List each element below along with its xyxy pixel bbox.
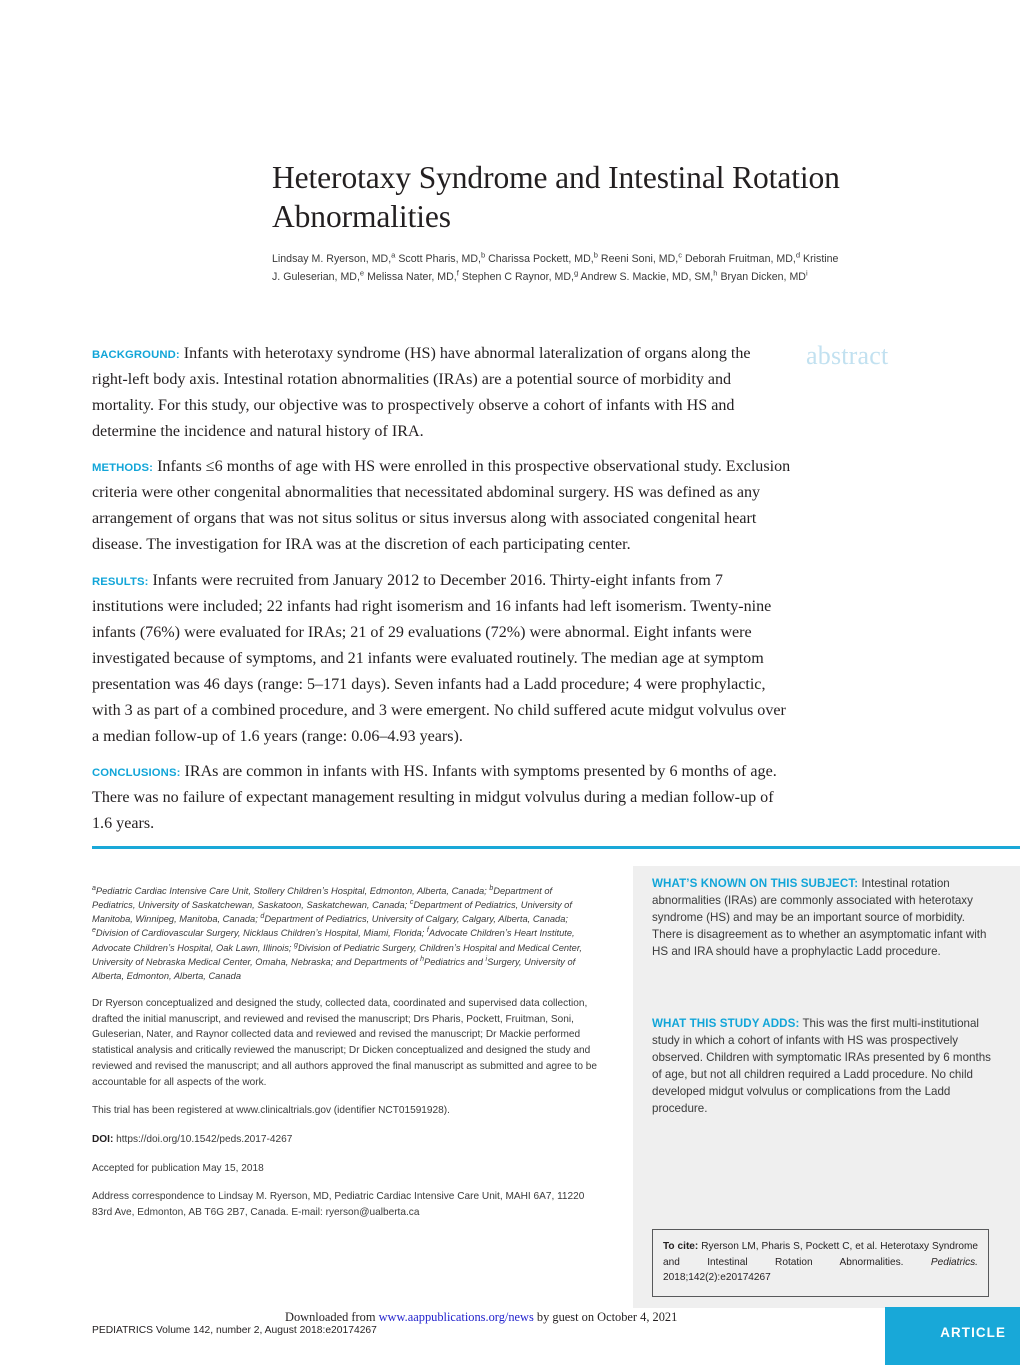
abstract-paragraph-results [92, 568, 792, 750]
author-contributions: Dr Ryerson conceptualized and designed the study, collected data, coordinated and supervised data collection, drafted the initial manuscript, and reviewed and revised the manuscript; Drs Pharis, Pockett, Fruitman, Soni, Guleserian, Nater, and Raynor collected data and reviewed and revised the manuscript; Dr Mackie performed statistical analysis and critically reviewed the manuscript; Dr Dicken conceptualized and designed the study and reviewed and revised the manuscript; and all authors approved the final manuscript as submitted and agree to be accountable for all aspects of the work. [92, 997, 597, 1088]
abstract-text-methods: Infants ≤6 months of age with HS were enrolled in this prospective observational study. Exclusion criteria were other congenital abnormalities that necessitated abdominal surgery. HS was defined as any arrangement of organs that was not situs solitus or situs inversus along with associated congenital heart disease. The investigation for IRA was at the discretion of each participating center. [92, 458, 791, 554]
article-tab-label: ARTICLE [940, 1325, 1006, 1340]
download-url[interactable]: www.aappublications.org/news [378, 1310, 534, 1324]
doi-value[interactable]: https://doi.org/10.1542/peds.2017-4267 [116, 1134, 293, 1146]
download-stamp [285, 1310, 677, 1325]
whats-known-block [652, 876, 997, 961]
download-suffix: by guest on October 4, 2021 [536, 1310, 678, 1324]
what-study-adds-label: WHAT THIS STUDY ADDS: [652, 1017, 800, 1030]
abstract-text-background: Infants with heterotaxy syndrome (HS) have abnormal lateralization of organs along the right-left body axis. Intestinal rotation abnormalities (IRAs) are a potential source of morbidity and mortality. For this study, our objective was to prospectively observe a cohort of infants with HS and determine the incidence and natural history of IRA. [92, 345, 751, 441]
abstract-text-results: Infants were recruited from January 2012 to December 2016. Thirty-eight infants from 7 institutions were included; 22 infants had right isomerism and 16 infants had left isomerism. Twenty-nine infants (76%) were evaluated for IRAs; 21 of 29 evaluations (72%) were abnormal. Eight infants were investigated because of symptoms, and 21 infants were evaluated routinely. The median age at symptom presentation was 46 days (range: 5–171 days). Seven infants had a Ladd procedure; 4 were prophylactic, with 3 as part of a combined procedure, and 3 were emergent. No child suffered acute midgut volvulus over a median follow-up of 1.6 years (range: 0.06–4.93 years). [92, 571, 786, 745]
abstract-text-conclusions: IRAs are common in infants with HS. Infants with symptoms presented by 6 months of age. There was no failure of expectant management resulting in midgut volvulus during a median follow-up of 1.6 years. [92, 762, 777, 833]
abstract-watermark: abstract [806, 341, 889, 370]
to-cite-journal: Pediatrics. [930, 1256, 978, 1268]
doi-line [92, 1132, 597, 1148]
abstract-section [92, 341, 792, 846]
to-cite-locator: 2018;142(2):e20174267 [663, 1272, 771, 1284]
author-line-1: Lindsay M. Ryerson, MD,$^a$ Scott Pharis, MD,$^b$ Charissa Pockett, MD,$^b$ Reeni Soni, MD,$^c$ Deborah Fruitman, MD,$^d$ Kristine [272, 250, 839, 266]
correspondence: Address correspondence to Lindsay M. Ryerson, MD, Pediatric Cardiac Intensive Care Unit, MAHI 6A7, 11220 83rd Ave, Edmonton, AB T6G 2B7, Canada. E-mail: ryerson@ualberta.ca [92, 1191, 585, 1219]
abstract-label-methods: METHODS: [92, 462, 154, 475]
author-list [272, 250, 954, 286]
whats-known-label: WHAT’S KNOWN ON THIS SUBJECT: [652, 877, 859, 890]
section-divider [92, 846, 1020, 849]
abstract-label-background: BACKGROUND: [92, 349, 180, 361]
what-study-adds-text: This was the first multi-institutional study in which a cohort of infants with HS was prospectively observed. Children with symptomatic IRAs presented by 6 months of age, but not all children required a Ladd procedure. No child developed midgut volvulus or complications from the Ladd procedure. [652, 1017, 991, 1115]
title-block [272, 158, 954, 287]
to-cite-text: Ryerson LM, Pharis S, Pockett C, et al. Heterotaxy Syndrome and Intestinal Rotation Abnormalities. [663, 1241, 978, 1268]
to-cite-label: To cite: [663, 1241, 699, 1252]
abstract-paragraph-background [92, 341, 786, 445]
page-footer-line: PEDIATRICS Volume 142, number 2, August 2018:e20174267 [92, 1325, 377, 1336]
whats-known-text: Intestinal rotation abnormalities (IRAs) are commonly associated with heterotaxy syndrome (HS) and may be an important source of morbidity. There is disagreement as to whether an asymptomatic infant with HS and IRA should have a prophylactic Ladd procedure. [652, 877, 987, 958]
abstract-paragraph-methods [92, 454, 792, 558]
trial-registration: This trial has been registered at www.clinicaltrials.gov (identifier NCT01591928). [92, 1105, 450, 1117]
to-cite-box [652, 1229, 989, 1297]
author-line-2: J. Guleserian, MD,$^e$ Melissa Nater, MD,$^f$ Stephen C Raynor, MD,$^g$ Andrew S. Mackie, MD, SM,$^h$ Bryan Dicken, $MD^i$ [272, 268, 808, 284]
affiliations: $^a$Pediatric Cardiac Intensive Care Unit, Stollery Childrenʼs Hospital, Edmonton, Alberta, Canada; $^b$Department of Pediatrics, University of Saskatchewan, Saskatoon, Saskatchewan, Canada; $^c$Department of Pediatrics, University of Manitoba, Winnipeg, Manitoba, Canada; $^d$Department of Pediatrics, University of Calgary, Calgary, Alberta, Canada; $^e$Division of Cardiovascular Surgery, Nicklaus Childrenʼs Hospital, Miami, Florida; $^f$Advocate Childrenʼs Heart Institute, Advocate Childrenʼs Hospital, Oak Lawn, Illinois; $^g$Division of Pediatric Surgery, Childrenʼs Hospital and Medical Center, University of Nebraska Medical Center, Omaha, Nebraska; and Departments of $^h$Pediatrics and $^i$Surgery, University of Alberta, Edmonton, Alberta, Canada [92, 884, 582, 981]
download-prefix: Downloaded from [285, 1310, 376, 1324]
what-study-adds-block [652, 1016, 997, 1118]
accepted-date: Accepted for publication May 15, 2018 [92, 1162, 264, 1174]
page-title: Heterotaxy Syndrome and Intestinal Rotation Abnormalities [272, 160, 840, 235]
abstract-label-conclusions: CONCLUSIONS: [92, 766, 181, 779]
footnotes-column [92, 884, 597, 1234]
abstract-label-results: RESULTS: [92, 575, 149, 588]
doi-label: DOI: [92, 1134, 114, 1146]
article-tab [885, 1307, 1020, 1365]
abstract-paragraph-conclusions [92, 759, 792, 837]
